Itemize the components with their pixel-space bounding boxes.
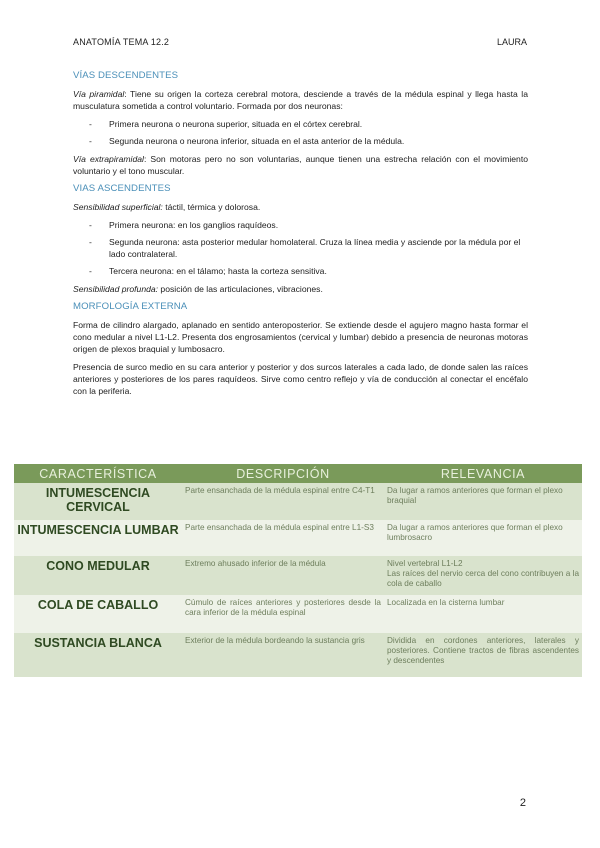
term-via-piramidal: Vía piramidal bbox=[73, 89, 125, 99]
table-cell-relevance: Nivel vertebral L1-L2 Las raíces del nervio cerca del cono contribuyen a la cola de caballo bbox=[384, 556, 582, 595]
header-author: LAURA bbox=[496, 37, 527, 47]
table-cell-description: Cúmulo de raíces anteriores y posteriores desde la cara inferior de la médula espinal bbox=[182, 595, 384, 633]
column-header-descripcion: DESCRIPCIÓN bbox=[182, 464, 384, 483]
list-item: - Segunda neurona: asta posterior medular homolateral. Cruza la línea media y asciende por la médula por el lado contralateral. bbox=[89, 237, 521, 259]
list-item-text: Segunda neurona: asta posterior medular homolateral. Cruza la línea media y asciende por la médula por el lado contralateral. bbox=[109, 237, 521, 259]
heading-vias-ascendentes: VIAS ASCENDENTES bbox=[73, 183, 171, 194]
paragraph-sensibilidad-superficial bbox=[73, 201, 528, 213]
table-row bbox=[14, 595, 582, 633]
paragraph-via-extrapiramidal bbox=[73, 153, 528, 177]
table-row bbox=[14, 633, 582, 677]
table-cell-description: Exterior de la médula bordeando la sustancia gris bbox=[182, 633, 384, 677]
list-item-text: Primera neurona o neurona superior, situada en el córtex cerebral. bbox=[109, 119, 363, 129]
text-sensibilidad-profunda: posición de las articulaciones, vibraciones. bbox=[158, 284, 323, 294]
text-sensibilidad-superficial: táctil, térmica y dolorosa. bbox=[162, 202, 261, 212]
table-cell-name: INTUMESCENCIA LUMBAR bbox=[14, 520, 182, 556]
term-sensibilidad-profunda: Sensibilidad profunda: bbox=[73, 284, 159, 294]
paragraph-morfologia-2: Presencia de surco medio en su cara anterior y posterior y dos surcos laterales a cada lado, de donde salen las raíces anteriores y posteriores de los pares raquídeos. Sirve como centro reflejo y vía de conducción al conectar el encéfalo con la periferia. bbox=[73, 362, 528, 396]
table-cell-description: Parte ensanchada de la médula espinal entre L1-S3 bbox=[182, 520, 384, 556]
table-cell-relevance: Da lugar a ramos anteriores que forman el plexo lumbrosacro bbox=[384, 520, 582, 556]
list-item: - Primera neurona o neurona superior, situada en el córtex cerebral. bbox=[89, 119, 363, 129]
main-content bbox=[73, 70, 528, 403]
term-sensibilidad-superficial: Sensibilidad superficial: bbox=[73, 202, 163, 212]
table-row bbox=[14, 483, 582, 520]
list-sensibilidad-superficial bbox=[73, 219, 528, 277]
list-item: - Primera neurona: en los ganglios raquídeos. bbox=[89, 220, 279, 230]
column-header-caracteristica: CARACTERÍSTICA bbox=[14, 464, 182, 483]
list-item-text: Segunda neurona o neurona inferior, situada en el asta anterior de la médula. bbox=[109, 136, 405, 146]
list-item: - Tercera neurona: en el tálamo; hasta la corteza sensitiva. bbox=[89, 266, 327, 276]
paragraph-sensibilidad-profunda bbox=[73, 283, 528, 295]
heading-morfologia-externa: MORFOLOGÍA EXTERNA bbox=[73, 301, 188, 312]
list-item-text: Tercera neurona: en el tálamo; hasta la corteza sensitiva. bbox=[109, 266, 327, 276]
table-cell-description: Parte ensanchada de la médula espinal entre C4-T1 bbox=[182, 483, 384, 520]
features-table bbox=[14, 464, 582, 677]
paragraph-via-piramidal bbox=[73, 88, 528, 112]
table-cell-description: Extremo ahusado inferior de la médula bbox=[182, 556, 384, 595]
list-item-text: Primera neurona: en los ganglios raquídeos. bbox=[109, 220, 279, 230]
table-cell-name: SUSTANCIA BLANCA bbox=[14, 633, 182, 677]
table-cell-name: COLA DE CABALLO bbox=[14, 595, 182, 633]
table-row bbox=[14, 556, 582, 595]
table-row bbox=[14, 520, 582, 556]
header-title: ANATOMÍA TEMA 12.2 bbox=[73, 37, 170, 47]
table-cell-relevance: Localizada en la cisterna lumbar bbox=[384, 595, 582, 633]
page-number: 2 bbox=[519, 797, 526, 809]
table-header-row bbox=[14, 464, 582, 483]
term-via-extrapiramidal: Vía extrapiramidal bbox=[73, 154, 144, 164]
table-cell-relevance: Dividida en cordones anteriores, laterales y posteriores. Contiene tractos de fibras ascendentes y descendentes bbox=[384, 633, 582, 677]
heading-vias-descendentes: VÍAS DESCENDENTES bbox=[73, 70, 179, 81]
column-header-relevancia: RELEVANCIA bbox=[384, 464, 582, 483]
paragraph-morfologia-1: Forma de cilindro alargado, aplanado en sentido anteroposterior. Se extiende desde el agujero magno hasta formar el cono medular a nivel L1-L2. Presenta dos engrosamientos (cervical y lumbar) debido a presencia de neuronas motoras origen de plexos braquial y lumbosacro. bbox=[73, 320, 528, 354]
text-via-extrapiramidal: : Son motoras pero no son voluntarias, aunque tienen una estrecha relación con el movimiento voluntario y el tono muscular. bbox=[73, 154, 528, 176]
list-item: - Segunda neurona o neurona inferior, situada en el asta anterior de la médula. bbox=[89, 136, 405, 146]
table-cell-relevance: Da lugar a ramos anteriores que forman el plexo braquial bbox=[384, 483, 582, 520]
table-cell-name: INTUMESCENCIA CERVICAL bbox=[14, 483, 182, 520]
table-cell-name: CONO MEDULAR bbox=[14, 556, 182, 595]
list-via-piramidal bbox=[73, 118, 528, 147]
text-via-piramidal: : Tiene su origen la corteza cerebral motora, desciende a través de la médula espinal y llega hasta la musculatura sometida a control voluntario. Formada por dos neuronas: bbox=[73, 89, 528, 111]
